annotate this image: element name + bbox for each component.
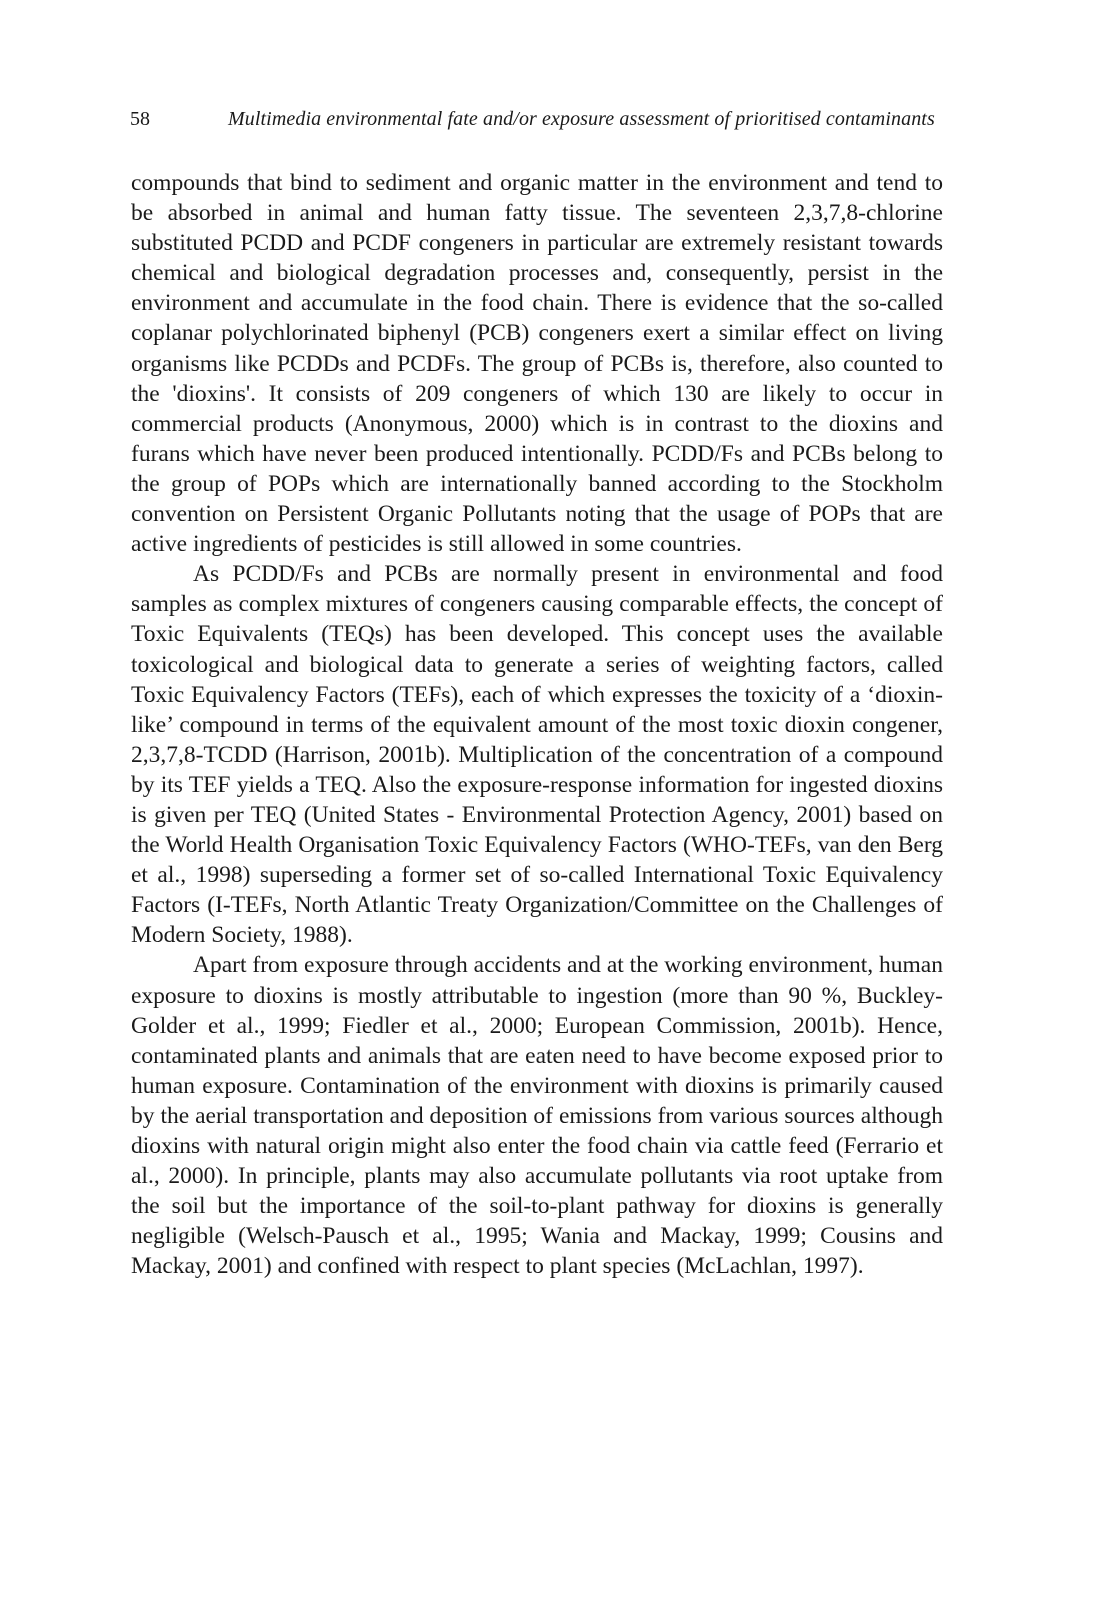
paragraph-2: As PCDD/Fs and PCBs are normally present in environmental and food samples as complex mixtures of congeners causing comparable effects, the concept of Toxic Equivalents (TEQs) has been developed. This concept uses the available toxicological and biological data to generate a series of weighting factors, called Toxic Equivalency Factors (TEFs), each of which expresses the toxicity of a ‘dioxin-like’ compound in terms of the equivalent amount of the most toxic dioxin congener, 2,3,7,8-TCDD (Harrison, 2001b). Multiplication of the concentration of a compound by its TEF yields a TEQ. Also the exposure-response information for ingested dioxins is given per TEQ (United States - Environmental Protection Agency, 2001) based on the World Health Organisation Toxic Equivalency Factors (WHO-TEFs, van den Berg et al., 1998) superseding a former set of so-called International Toxic Equivalency Factors (I-TEFs, North Atlantic Treaty Organization/Committee on the Challenges of Modern Society, 1988). — [131, 561, 943, 949]
paragraph-1: compounds that bind to sediment and organic matter in the environment and tend to be absorbed in animal and human fatty tissue. The seventeen 2,3,7,8-chlorine substituted PCDD and PCDF congeners in particular are extremely resistant towards chemical and biological degradation processes and, consequently, persist in the environment and accumulate in the food chain. There is evidence that the so-called coplanar polychlorinated biphenyl (PCB) congeners exert a similar effect on living organisms like PCDDs and PCDFs. The group of PCBs is, therefore, also counted to the 'dioxins'. It consists of 209 congeners of which 130 are likely to occur in commercial products (Anonymous, 2000) which is in contrast to the dioxins and furans which have never been produced intentionally. PCDD/Fs and PCBs belong to the group of POPs which are internationally banned according to the Stockholm convention on Persistent Organic Pollutants noting that the usage of POPs that are active ingredients of pesticides is still allowed in some countries. — [131, 170, 943, 558]
page-header — [130, 104, 950, 134]
running-title: Multimedia environmental fate and/or exposure assessment of prioritised contaminants — [228, 108, 935, 130]
page-number: 58 — [130, 108, 150, 130]
body-text — [131, 168, 943, 1281]
paragraph-3: Apart from exposure through accidents and at the working environment, human exposure to dioxins is mostly attributable to ingestion (more than 90 %, Buckley-Golder et al., 1999; Fiedler et al., 2000; European Commission, 2001b). Hence, contaminated plants and animals that are eaten need to have become exposed prior to human exposure. Contamination of the environment with dioxins is primarily caused by the aerial transportation and deposition of emissions from various sources although dioxins with natural origin might also enter the food chain via cattle feed (Ferrario et al., 2000). In principle, plants may also accumulate pollutants via root uptake from the soil but the importance of the soil-to-plant pathway for dioxins is generally negligible (Welsch-Pausch et al., 1995; Wania and Mackay, 1999; Cousins and Mackay, 2001) and confined with respect to plant species (McLachlan, 1997). — [131, 952, 943, 1280]
